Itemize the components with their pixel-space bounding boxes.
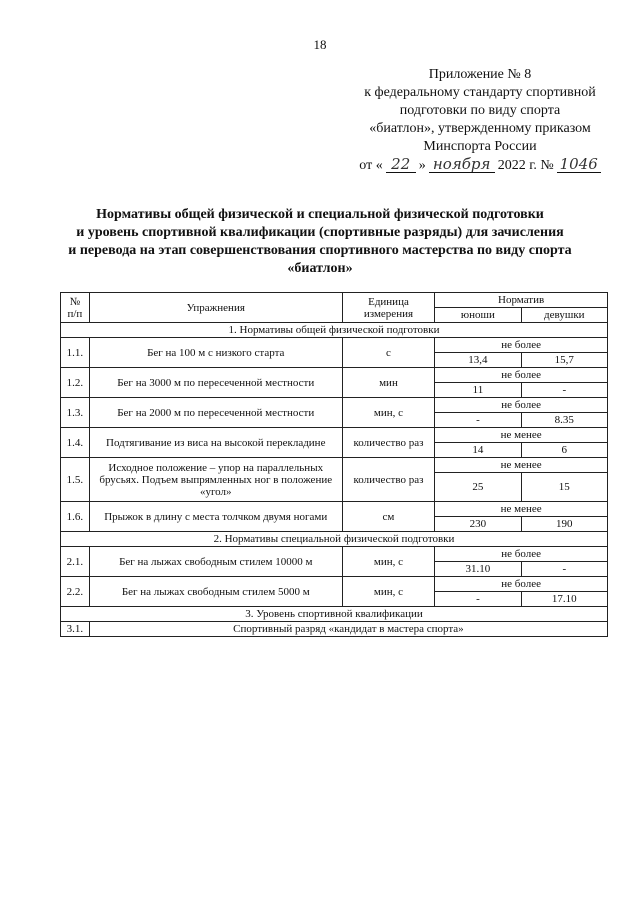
row-girls: 190 [521,517,607,532]
row-boys: 14 [435,443,521,458]
table-row [61,428,608,443]
row-num: 1.2. [61,368,90,398]
row-num: 1.3. [61,398,90,428]
row-exercise: Прыжок в длину с места толчком двумя ногами [89,502,342,532]
table-row [61,338,608,353]
row-exercise: Бег на лыжах свободным стилем 5000 м [89,577,342,607]
appendix-block [330,66,630,175]
appendix-line: Минспорта России [423,139,537,154]
title-line: и перевода на этап совершенствования спортивного мастерства по виду спорта [68,243,572,258]
table-header-row [61,293,608,308]
header-unit [342,293,435,323]
row-girls: - [521,562,607,577]
row-condition: не более [435,368,608,383]
row-num: 2.2. [61,577,90,607]
row-exercise: Подтягивание из виса на высокой перекладине [89,428,342,458]
document-title [40,206,600,278]
date-day: 22 [386,156,416,173]
row-unit: см [342,502,435,532]
header-boys: юноши [435,308,521,323]
row-exercise: Бег на лыжах свободным стилем 10000 м [89,547,342,577]
row-num: 1.5. [61,458,90,502]
row-num: 1.1. [61,338,90,368]
table-row [61,398,608,413]
header-unit-line: Единица [368,295,409,308]
row-girls: 6 [521,443,607,458]
header-unit-line: измерения [363,307,414,320]
row-qualification: Спортивный разряд «кандидат в мастера спорта» [89,622,607,637]
header-exercise: Упражнения [89,293,342,323]
date-mid: » [418,158,426,173]
row-boys: 13,4 [435,353,521,368]
header-girls: девушки [521,308,607,323]
date-prefix: от « [359,158,383,173]
row-girls: 17.10 [521,592,607,607]
page-number: 18 [313,37,327,52]
order-number: 1046 [557,156,601,173]
section-row [61,607,608,622]
title-line: Нормативы общей физической и специальной физической подготовки [96,207,544,222]
row-condition: не менее [435,502,608,517]
appendix-line: подготовки по виду спорта [399,103,561,118]
row-unit: мин, с [342,398,435,428]
table-row [61,502,608,517]
row-girls: - [521,383,607,398]
row-unit: с [342,338,435,368]
section-row [61,323,608,338]
row-unit: мин, с [342,577,435,607]
date-month: ноября [429,156,495,173]
row-num: 3.1. [61,622,90,637]
appendix-line: к федеральному стандарту спортивной [364,85,596,100]
table-row [61,368,608,383]
row-exercise: Бег на 3000 м по пересеченной местности [89,368,342,398]
section-title: 2. Нормативы специальной физической подготовки [61,532,608,547]
header-num-line: п/п [67,307,83,320]
row-condition: не более [435,547,608,562]
header-num-line: № [69,295,81,308]
header-norm: Норматив [435,293,608,308]
row-exercise: Исходное положение – упор на параллельных брусьях. Подъем выпрямленных ног в положение «угол» [89,458,342,502]
row-boys: - [435,413,521,428]
title-line: и уровень спортивной квалификации (спортивные разряды) для зачисления [76,225,564,240]
row-unit: количество раз [342,428,435,458]
table-row [61,458,608,473]
row-unit: мин, с [342,547,435,577]
row-num: 1.4. [61,428,90,458]
row-unit: количество раз [342,458,435,502]
row-unit: мин [342,368,435,398]
section-title: 1. Нормативы общей физической подготовки [61,323,608,338]
row-girls: 15,7 [521,353,607,368]
row-boys: - [435,592,521,607]
section-title: 3. Уровень спортивной квалификации [61,607,608,622]
row-condition: не более [435,338,608,353]
row-girls: 15 [521,473,607,502]
row-boys: 25 [435,473,521,502]
title-line: «биатлон» [287,261,353,276]
row-boys: 230 [435,517,521,532]
row-girls: 8.35 [521,413,607,428]
table-row [61,547,608,562]
appendix-line: Приложение № 8 [428,67,532,82]
appendix-line: «биатлон», утвержденному приказом [369,121,591,136]
row-boys: 31.10 [435,562,521,577]
header-num [61,293,90,323]
row-exercise: Бег на 2000 м по пересеченной местности [89,398,342,428]
row-condition: не более [435,577,608,592]
table-row [61,622,608,637]
table-row [61,577,608,592]
row-boys: 11 [435,383,521,398]
date-year: 2022 г. № [497,158,554,173]
row-num: 2.1. [61,547,90,577]
row-exercise: Бег на 100 м с низкого старта [89,338,342,368]
norms-table [60,292,608,637]
section-row [61,532,608,547]
row-condition: не более [435,398,608,413]
row-condition: не менее [435,458,608,473]
row-num: 1.6. [61,502,90,532]
order-date-line [330,156,630,175]
row-condition: не менее [435,428,608,443]
